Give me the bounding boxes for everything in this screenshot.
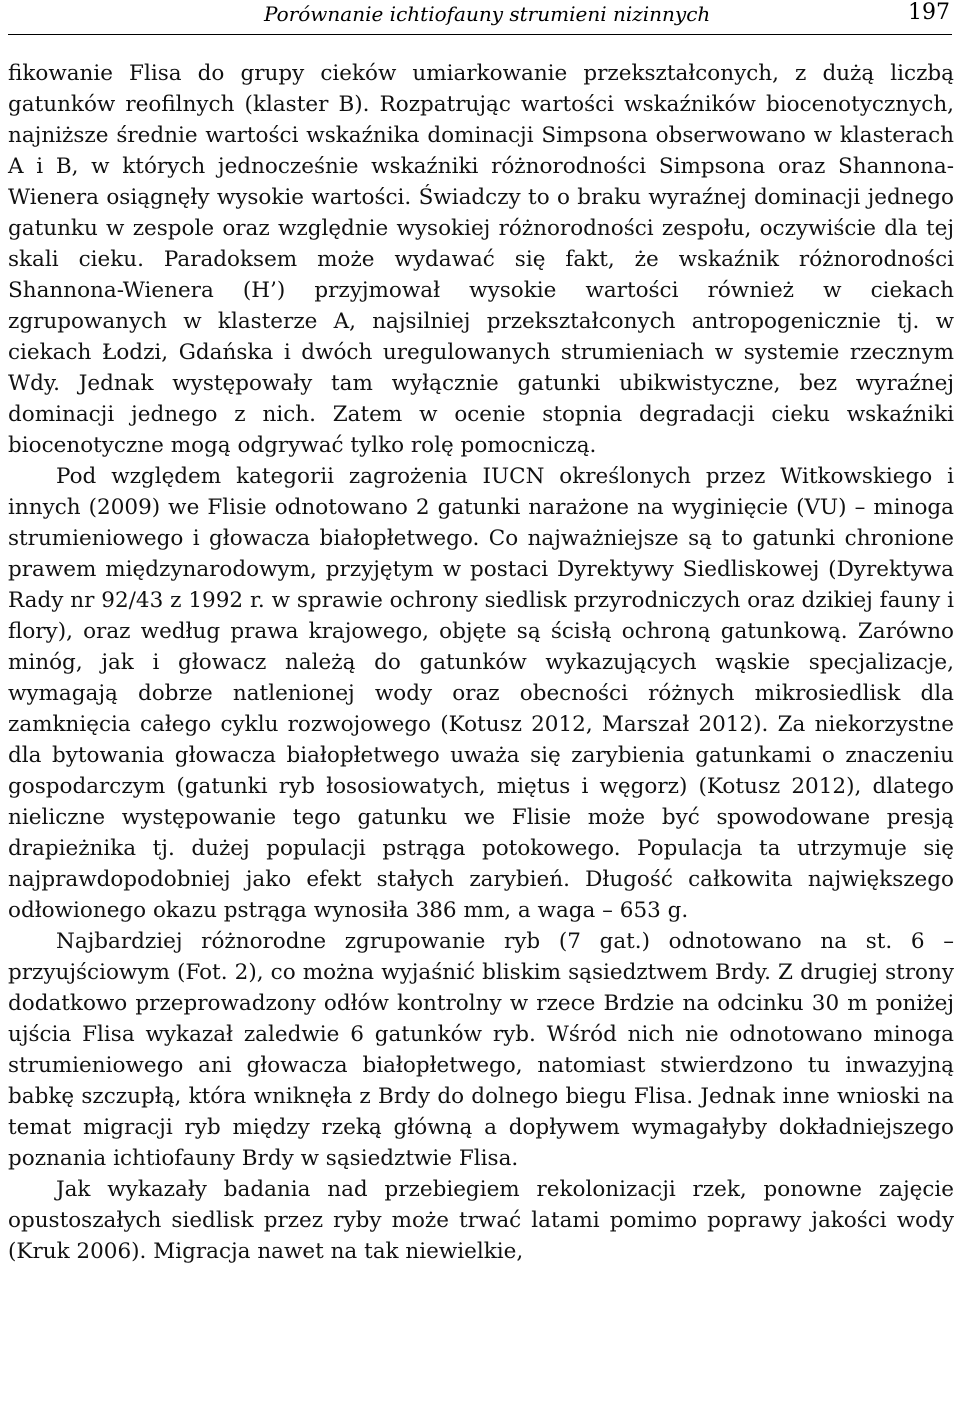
running-title: Porównanie ichtiofauny strumieni nizinnych: [264, 2, 711, 26]
page-header: [8, 0, 952, 35]
paragraph-recolonization: Jak wykazały badania nad przebiegiem rekolonizacji rzek, ponowne zajęcie opustoszałych siedlisk przez ryby może trwać latami pomimo poprawy jakości wody (Kruk 2006). Migracja nawet na tak niewielkie,: [8, 1177, 954, 1264]
body-text: [8, 58, 954, 1267]
paragraph-iucn-categories: Pod względem kategorii zagrożenia IUCN określonych przez Witkowskiego i innych (2009) we Flisie odnotowano 2 gatunki narażone na wyginięcie (VU) – minoga strumieniowego i głowacza białopłetwego. Co najważniejsze są to gatunki chronione prawem międzynarodowym, przyjętym w postaci Dyrektywy Siedliskowej (Dyrektywa Rady nr 92/43 z 1992 r. w sprawie ochrony siedlisk przyrodniczych oraz dzikiej fauny i flory), oraz według prawa krajowego, objęte są ścisłą ochroną gatunkową. Zarówno minóg, jak i głowacz należą do gatunków wykazujących wąskie specjalizacje, wymagają dobrze natlenionej wody oraz obecności różnych mikrosiedlisk dla zamknięcia całego cyklu rozwojowego (Kotusz 2012, Marszał 2012). Za niekorzystne dla bytowania głowacza białopłetwego uważa się zarybienia gatunkami o znaczeniu gospodarczym (gatunki ryb łososiowatych, miętus i węgorz) (Kotusz 2012), dlatego nieliczne występowanie tego gatunku we Flisie może być spowodowane presją drapieżnika tj. dużej populacji pstrąga potokowego. Populacja ta utrzymuje się najprawdopodobniej jako efekt stałych zarybień. Długość całkowita największego odłowionego okazu pstrąga wynosiła 386 mm, a waga – 653 g.: [8, 464, 954, 923]
paragraph-continuation: fikowanie Flisa do grupy cieków umiarkowanie przekształconych, z dużą liczbą gatunków reofilnych (klaster B). Rozpatrując wartości wskaźników biocenotycznych, najniższe średnie wartości wskaźnika dominacji Simpsona obserwowano w klasterach A i B, w których jednocześnie wskaźniki różnorodności Simpsona oraz Shannona-Wienera osiągnęły wysokie wartości. Świadczy to o braku wyraźnej dominacji jednego gatunku w zespole oraz względnie wysokiej różnorodności zespołu, oczywiście dla tej skali cieku. Paradoksem może wydawać się fakt, że wskaźnik różnorodności Shannona-Wienera (H’) przyjmował wysokie wartości również w ciekach zgrupowanych w klasterze A, najsilniej przekształconych antropogenicznie tj. w ciekach Łodzi, Gdańska i dwóch uregulowanych strumieniach w systemie rzecznym Wdy. Jednak występowały tam wyłącznie gatunki ubikwistyczne, bez wyraźnej dominacji jednego z nich. Zatem w ocenie stopnia degradacji cieku wskaźniki biocenotyczne mogą odgrywać tylko rolę pomocniczą.: [8, 61, 954, 458]
page-number: 197: [908, 0, 950, 25]
paragraph-fish-assemblage: Najbardziej różnorodne zgrupowanie ryb (7 gat.) odnotowano na st. 6 – przyujściowym (Fot. 2), co można wyjaśnić bliskim sąsiedztwem Brdy. Z drugiej strony dodatkowo przeprowadzony odłów kontrolny w rzece Brdzie na odcinku 30 m poniżej ujścia Flisa wykazał zaledwie 6 gatunków ryb. Wśród nich nie odnotowano minoga strumieniowego ani głowacza białopłetwego, natomiast stwierdzono tu inwazyjną babkę szczupłą, która wniknęła z Brdy do dolnego biegu Flisa. Jednak inne wnioski na temat migracji ryb między rzeką główną a dopływem wymagałyby dokładniejszego poznania ichtiofauny Brdy w sąsiedztwie Flisa.: [8, 929, 954, 1171]
